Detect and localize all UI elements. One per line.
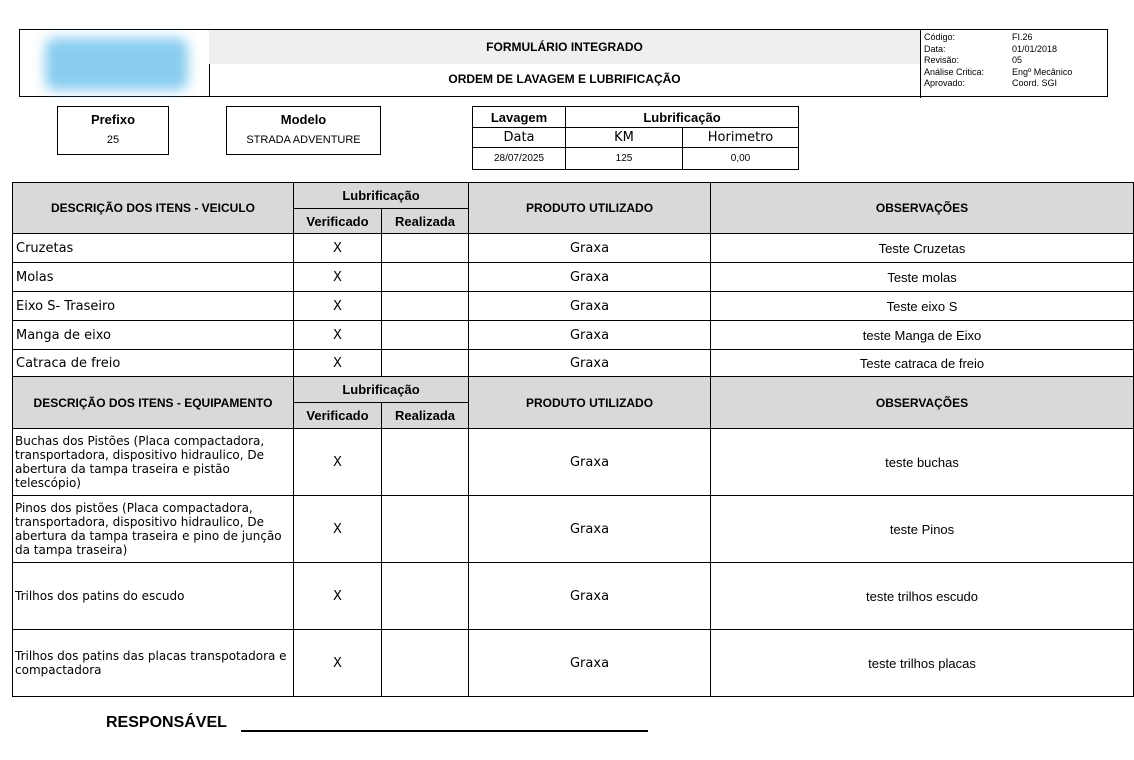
- horimetro-label: Horimetro: [683, 128, 799, 148]
- produto-cell: Graxa: [469, 350, 711, 378]
- verificado-mark: X: [294, 563, 382, 630]
- meta-row: Data: 01/01/2018: [924, 43, 1058, 54]
- prefixo-label: Prefixo: [90, 112, 136, 127]
- observacao-cell: teste Manga de Eixo: [711, 321, 1134, 350]
- realizada-mark: [382, 429, 469, 496]
- verificado-mark: X: [294, 350, 382, 378]
- verificado-mark: X: [294, 496, 382, 563]
- veiculo-items-table: [12, 182, 1134, 378]
- modelo-value: STRADA ADVENTURE: [246, 134, 361, 146]
- verificado-mark: X: [294, 292, 382, 321]
- produto-cell: Graxa: [469, 292, 711, 321]
- prefixo-value: 25: [106, 134, 120, 146]
- equipamento-realizada-header: Realizada: [382, 403, 469, 429]
- company-logo: [45, 38, 188, 90]
- observacao-cell: teste trilhos placas: [711, 630, 1134, 697]
- lubrificacao-header: Lubrificação: [566, 107, 799, 128]
- table-row: [13, 429, 1134, 496]
- observacao-cell: Teste eixo S: [711, 292, 1134, 321]
- meta-row: Análise Critica: Engº Mecânico: [924, 66, 1073, 77]
- form-header: [19, 29, 1108, 97]
- meta-row: Aprovado: Coord. SGI: [924, 78, 1058, 88]
- meta-row: Revisão: 05: [924, 55, 1023, 65]
- produto-cell: Graxa: [469, 234, 711, 263]
- produto-cell: Graxa: [469, 321, 711, 350]
- realizada-mark: [382, 350, 469, 378]
- meta-row: Código: FI.26: [924, 32, 1033, 42]
- verificado-mark: X: [294, 630, 382, 697]
- table-row: [13, 630, 1134, 697]
- table-row: [13, 234, 1134, 263]
- realizada-mark: [382, 496, 469, 563]
- item-description: Pinos dos pistões (Placa compactadora, transportadora, dispositivo hidraulico, De abertura da tampa traseira e pino de junção da tampa traseira): [13, 496, 294, 563]
- km-value: 125: [566, 148, 683, 170]
- item-description: Catraca de freio: [13, 350, 294, 378]
- signature-line: [241, 730, 648, 732]
- verificado-mark: X: [294, 234, 382, 263]
- veiculo-produto-header: PRODUTO UTILIZADO: [469, 183, 711, 234]
- realizada-mark: [382, 263, 469, 292]
- veiculo-lubrificacao-header: Lubrificação: [294, 183, 469, 209]
- table-row: [13, 496, 1134, 563]
- logo-cell: [20, 30, 210, 96]
- item-description: Manga de eixo: [13, 321, 294, 350]
- table-row: [13, 292, 1134, 321]
- equipamento-produto-header: PRODUTO UTILIZADO: [469, 377, 711, 429]
- realizada-mark: [382, 292, 469, 321]
- item-description: Trilhos dos patins do escudo: [13, 563, 294, 630]
- observacao-cell: Teste Cruzetas: [711, 234, 1134, 263]
- observacao-cell: Teste molas: [711, 263, 1134, 292]
- table-row: [13, 563, 1134, 630]
- veiculo-descricao-header: DESCRIÇÃO DOS ITENS - VEICULO: [13, 183, 294, 234]
- veiculo-observacoes-header: OBSERVAÇÕES: [711, 183, 1134, 234]
- lavagem-lubrificacao-table: [472, 106, 799, 170]
- form-subtitle: ORDEM DE LAVAGEM E LUBRIFICAÇÃO: [448, 72, 681, 86]
- responsavel-label: RESPONSÁVEL: [106, 714, 227, 731]
- horimetro-value: 0,00: [683, 148, 799, 170]
- veiculo-realizada-header: Realizada: [382, 209, 469, 234]
- produto-cell: Graxa: [469, 429, 711, 496]
- produto-cell: Graxa: [469, 263, 711, 292]
- lavagem-header: Lavagem: [473, 107, 566, 128]
- item-description: Cruzetas: [13, 234, 294, 263]
- equipamento-observacoes-header: OBSERVAÇÕES: [711, 377, 1134, 429]
- equipamento-verificado-header: Verificado: [294, 403, 382, 429]
- observacao-cell: Teste catraca de freio: [711, 350, 1134, 378]
- equipamento-items-table: [12, 376, 1134, 697]
- produto-cell: Graxa: [469, 496, 711, 563]
- observacao-cell: teste Pinos: [711, 496, 1134, 563]
- veiculo-verificado-header: Verificado: [294, 209, 382, 234]
- data-label: Data: [473, 128, 566, 148]
- data-value: 28/07/2025: [473, 148, 566, 170]
- table-row: [13, 321, 1134, 350]
- item-description: Eixo S- Traseiro: [13, 292, 294, 321]
- verificado-mark: X: [294, 321, 382, 350]
- km-label: KM: [566, 128, 683, 148]
- produto-cell: Graxa: [469, 563, 711, 630]
- produto-cell: Graxa: [469, 630, 711, 697]
- realizada-mark: [382, 321, 469, 350]
- verificado-mark: X: [294, 429, 382, 496]
- realizada-mark: [382, 234, 469, 263]
- prefixo-box: [57, 106, 169, 155]
- verificado-mark: X: [294, 263, 382, 292]
- form-title: FORMULÁRIO INTEGRADO: [209, 30, 920, 64]
- observacao-cell: teste buchas: [711, 429, 1134, 496]
- equipamento-descricao-header: DESCRIÇÃO DOS ITENS - EQUIPAMENTO: [13, 377, 294, 429]
- realizada-mark: [382, 563, 469, 630]
- realizada-mark: [382, 630, 469, 697]
- modelo-box: [226, 106, 381, 155]
- item-description: Buchas dos Pistões (Placa compactadora, transportadora, dispositivo hidraulico, De abertura da tampa traseira e pistão telescópio): [13, 429, 294, 496]
- observacao-cell: teste trilhos escudo: [711, 563, 1134, 630]
- table-row: [13, 350, 1134, 378]
- table-row: [13, 263, 1134, 292]
- item-description: Trilhos dos patins das placas transpotadora e compactadora: [13, 630, 294, 697]
- equipamento-lubrificacao-header: Lubrificação: [294, 377, 469, 403]
- item-description: Molas: [13, 263, 294, 292]
- document-meta: [920, 30, 1108, 98]
- title-cell: [209, 30, 920, 96]
- modelo-label: Modelo: [280, 112, 327, 127]
